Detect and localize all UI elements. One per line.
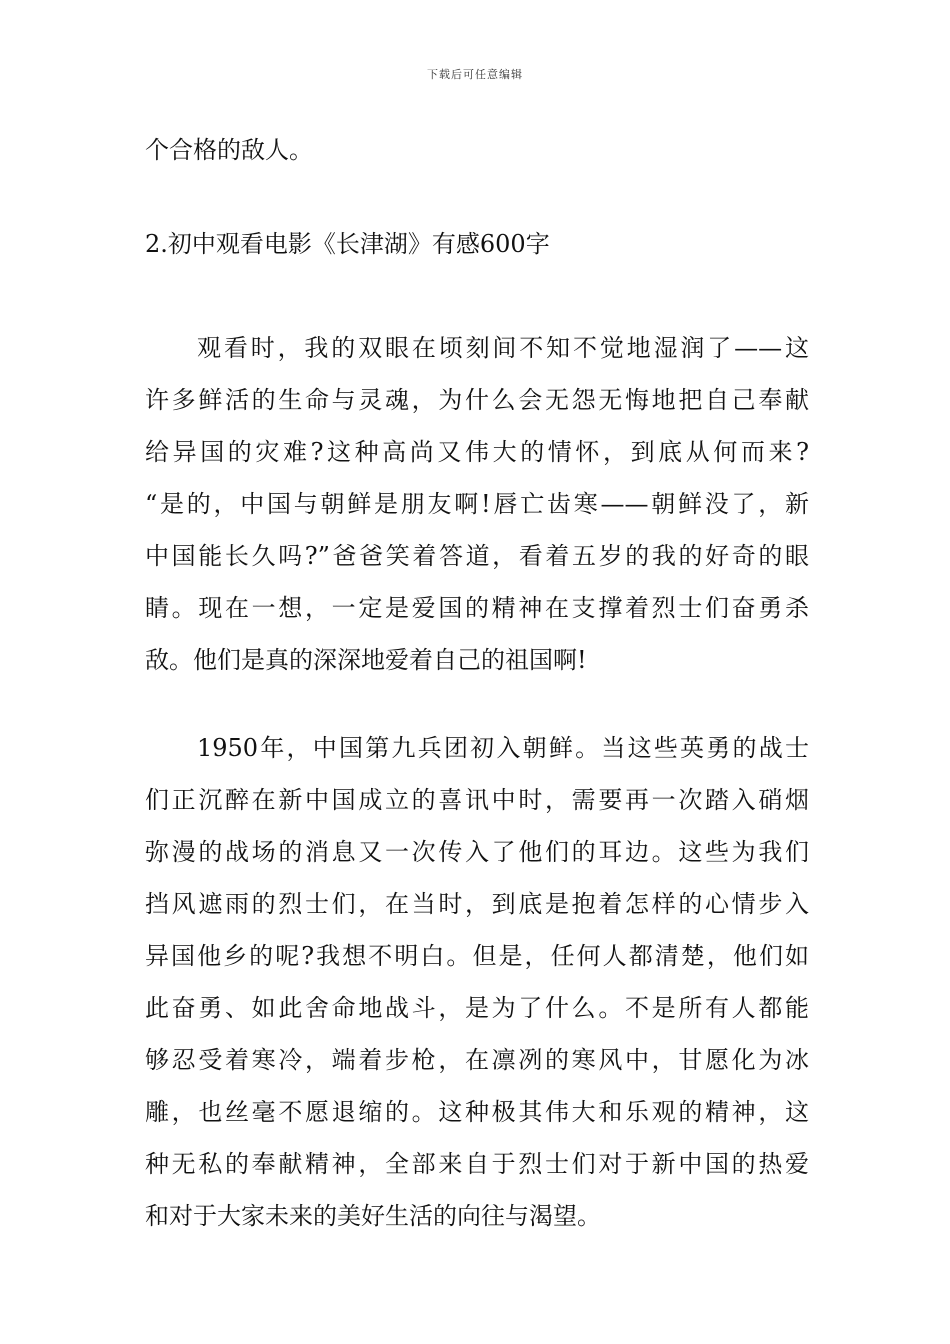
paragraph-line: 雕，也丝毫不愿退缩的。这种极其伟大和乐观的精神，这 — [145, 1098, 809, 1126]
paragraph-line: 种无私的奉献精神，全部来自于烈士们对于新中国的热爱 — [145, 1150, 809, 1178]
paragraph-line: 中国能长久吗?”爸爸笑着答道，看着五岁的我的好奇的眼 — [145, 542, 809, 570]
paragraph-line: 们正沉醉在新中国成立的喜讯中时，需要再一次踏入硝烟 — [145, 786, 809, 814]
section-heading-block — [145, 218, 809, 270]
paragraph-line: 许多鲜活的生命与灵魂，为什么会无怨无悔地把自己奉献 — [145, 386, 809, 414]
paragraph-line: 此奋勇、如此舍命地战斗，是为了什么。不是所有人都能 — [145, 994, 809, 1022]
paragraph-line: 和对于大家未来的美好生活的向往与渴望。 — [145, 1202, 601, 1230]
opening-line-block — [145, 124, 809, 176]
paragraph-1 — [145, 322, 809, 686]
paragraph-line: 睛。现在一想，一定是爱国的精神在支撑着烈士们奋勇杀 — [145, 594, 809, 622]
paragraph-line: 挡风遮雨的烈士们，在当时，到底是抱着怎样的心情步入 — [145, 890, 809, 918]
paragraph-line: “是的，中国与朝鲜是朋友啊!唇亡齿寒——朝鲜没了，新 — [145, 490, 809, 518]
paragraph-line: 够忍受着寒冷，端着步枪，在凛冽的寒风中，甘愿化为冰 — [145, 1046, 809, 1074]
paragraph-line: 1950年，中国第九兵团初入朝鲜。当这些英勇的战士 — [197, 734, 809, 762]
paragraph-line: 观看时，我的双眼在顷刻间不知不觉地湿润了——这 — [197, 334, 809, 362]
header-note: 下载后可任意编辑 — [427, 68, 523, 81]
opening-line: 个合格的敌人。 — [145, 136, 313, 164]
paragraph-line: 给异国的灾难?这种高尚又伟大的情怀，到底从何而来? — [145, 438, 809, 466]
paragraph-line: 弥漫的战场的消息又一次传入了他们的耳边。这些为我们 — [145, 838, 809, 866]
paragraph-2 — [145, 722, 809, 1242]
section-heading: 2.初中观看电影《长津湖》有感600字 — [145, 230, 550, 258]
paragraph-line: 异国他乡的呢?我想不明白。但是，任何人都清楚，他们如 — [145, 942, 809, 970]
paragraph-line: 敌。他们是真的深深地爱着自己的祖国啊! — [145, 646, 587, 674]
